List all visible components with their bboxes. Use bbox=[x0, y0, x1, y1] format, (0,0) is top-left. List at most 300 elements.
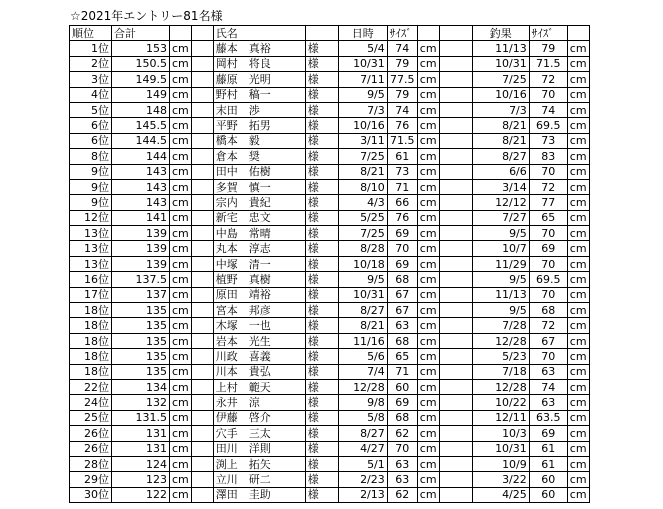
blank-cell bbox=[191, 456, 213, 471]
unit-cell: cm bbox=[567, 102, 589, 117]
unit-cell: cm bbox=[567, 72, 589, 87]
name-cell: 中島 常晴 bbox=[213, 226, 305, 241]
size-cell: 63 bbox=[387, 472, 417, 487]
unit-cell: cm bbox=[417, 195, 439, 210]
catch-size-cell: 60 bbox=[529, 472, 567, 487]
rank-cell: 22位 bbox=[70, 379, 112, 394]
catch-size-cell: 73 bbox=[529, 133, 567, 148]
ranking-table bbox=[69, 25, 590, 503]
unit-cell: cm bbox=[170, 364, 192, 379]
date-cell: 8/27 bbox=[338, 303, 387, 318]
header-blank bbox=[439, 26, 472, 41]
total-cell: 143 bbox=[112, 179, 170, 194]
header-total: 合計 bbox=[112, 26, 170, 41]
blank-cell bbox=[191, 287, 213, 302]
catch-size-cell: 79 bbox=[529, 41, 567, 56]
table-row bbox=[70, 364, 590, 379]
table-row bbox=[70, 441, 590, 456]
size-cell: 63 bbox=[387, 318, 417, 333]
unit-cell: cm bbox=[170, 379, 192, 394]
blank-cell bbox=[439, 87, 472, 102]
catch-date-cell: 10/31 bbox=[472, 56, 529, 71]
date-cell: 9/5 bbox=[338, 87, 387, 102]
size-cell: 71.5 bbox=[387, 133, 417, 148]
table-row bbox=[70, 472, 590, 487]
unit-cell: cm bbox=[417, 149, 439, 164]
total-cell: 135 bbox=[112, 318, 170, 333]
blank-cell bbox=[191, 256, 213, 271]
blank-cell bbox=[439, 195, 472, 210]
catch-date-cell: 9/5 bbox=[472, 303, 529, 318]
catch-size-cell: 70 bbox=[529, 87, 567, 102]
blank-cell bbox=[191, 102, 213, 117]
date-cell: 11/16 bbox=[338, 333, 387, 348]
header-blank bbox=[567, 26, 589, 41]
rank-cell: 16位 bbox=[70, 272, 112, 287]
unit-cell: cm bbox=[417, 164, 439, 179]
total-cell: 137.5 bbox=[112, 272, 170, 287]
date-cell: 3/11 bbox=[338, 133, 387, 148]
unit-cell: cm bbox=[170, 179, 192, 194]
rank-cell: 29位 bbox=[70, 472, 112, 487]
date-cell: 7/25 bbox=[338, 149, 387, 164]
size-cell: 70 bbox=[387, 241, 417, 256]
catch-date-cell: 10/16 bbox=[472, 87, 529, 102]
catch-size-cell: 63 bbox=[529, 395, 567, 410]
blank-cell bbox=[439, 303, 472, 318]
unit-cell: cm bbox=[170, 287, 192, 302]
date-cell: 12/28 bbox=[338, 379, 387, 394]
total-cell: 148 bbox=[112, 102, 170, 117]
unit-cell: cm bbox=[170, 410, 192, 425]
size-cell: 62 bbox=[387, 487, 417, 502]
date-cell: 5/6 bbox=[338, 349, 387, 364]
catch-size-cell: 72 bbox=[529, 72, 567, 87]
table-row bbox=[70, 164, 590, 179]
unit-cell: cm bbox=[567, 164, 589, 179]
table-row bbox=[70, 333, 590, 348]
rank-cell: 6位 bbox=[70, 118, 112, 133]
table-row bbox=[70, 287, 590, 302]
honorific-cell: 様 bbox=[305, 241, 338, 256]
header-size: ｻｲｽﾞ bbox=[387, 26, 417, 41]
date-cell: 10/18 bbox=[338, 256, 387, 271]
unit-cell: cm bbox=[567, 272, 589, 287]
honorific-cell: 様 bbox=[305, 426, 338, 441]
date-cell: 7/3 bbox=[338, 102, 387, 117]
unit-cell: cm bbox=[170, 133, 192, 148]
unit-cell: cm bbox=[417, 272, 439, 287]
blank-cell bbox=[439, 287, 472, 302]
unit-cell: cm bbox=[417, 287, 439, 302]
header-size: ｻｲｽﾞ bbox=[529, 26, 567, 41]
size-cell: 68 bbox=[387, 333, 417, 348]
table-row bbox=[70, 102, 590, 117]
rank-cell: 1位 bbox=[70, 41, 112, 56]
catch-date-cell: 12/28 bbox=[472, 333, 529, 348]
total-cell: 143 bbox=[112, 195, 170, 210]
unit-cell: cm bbox=[567, 487, 589, 502]
rank-cell: 2位 bbox=[70, 56, 112, 71]
unit-cell: cm bbox=[567, 303, 589, 318]
unit-cell: cm bbox=[567, 118, 589, 133]
honorific-cell: 様 bbox=[305, 441, 338, 456]
name-cell: 原田 靖裕 bbox=[213, 287, 305, 302]
total-cell: 135 bbox=[112, 333, 170, 348]
unit-cell: cm bbox=[417, 303, 439, 318]
date-cell: 8/21 bbox=[338, 318, 387, 333]
total-cell: 135 bbox=[112, 349, 170, 364]
blank-cell bbox=[439, 318, 472, 333]
size-cell: 74 bbox=[387, 41, 417, 56]
date-cell: 7/11 bbox=[338, 72, 387, 87]
catch-date-cell: 8/21 bbox=[472, 118, 529, 133]
unit-cell: cm bbox=[567, 441, 589, 456]
blank-cell bbox=[439, 272, 472, 287]
blank-cell bbox=[439, 118, 472, 133]
rank-cell: 3位 bbox=[70, 72, 112, 87]
blank-cell bbox=[191, 149, 213, 164]
unit-cell: cm bbox=[567, 179, 589, 194]
honorific-cell: 様 bbox=[305, 472, 338, 487]
unit-cell: cm bbox=[170, 149, 192, 164]
blank-cell bbox=[191, 272, 213, 287]
blank-cell bbox=[439, 333, 472, 348]
table-row bbox=[70, 195, 590, 210]
unit-cell: cm bbox=[170, 210, 192, 225]
rank-cell: 26位 bbox=[70, 426, 112, 441]
catch-date-cell: 7/18 bbox=[472, 364, 529, 379]
blank-cell bbox=[191, 303, 213, 318]
table-row bbox=[70, 303, 590, 318]
blank-cell bbox=[191, 379, 213, 394]
unit-cell: cm bbox=[417, 179, 439, 194]
header-blank bbox=[417, 26, 439, 41]
unit-cell: cm bbox=[417, 349, 439, 364]
date-cell: 9/5 bbox=[338, 272, 387, 287]
table-row bbox=[70, 149, 590, 164]
blank-cell bbox=[439, 102, 472, 117]
date-cell: 4/3 bbox=[338, 195, 387, 210]
honorific-cell: 様 bbox=[305, 72, 338, 87]
blank-cell bbox=[191, 41, 213, 56]
unit-cell: cm bbox=[170, 56, 192, 71]
catch-size-cell: 70 bbox=[529, 256, 567, 271]
total-cell: 122 bbox=[112, 487, 170, 502]
name-cell: 永井 涼 bbox=[213, 395, 305, 410]
size-cell: 71 bbox=[387, 364, 417, 379]
honorific-cell: 様 bbox=[305, 118, 338, 133]
date-cell: 5/8 bbox=[338, 410, 387, 425]
honorific-cell: 様 bbox=[305, 410, 338, 425]
catch-date-cell: 12/11 bbox=[472, 410, 529, 425]
header-blank bbox=[305, 26, 338, 41]
unit-cell: cm bbox=[567, 149, 589, 164]
blank-cell bbox=[439, 441, 472, 456]
catch-size-cell: 72 bbox=[529, 179, 567, 194]
rank-cell: 18位 bbox=[70, 318, 112, 333]
catch-date-cell: 10/22 bbox=[472, 395, 529, 410]
catch-size-cell: 69.5 bbox=[529, 272, 567, 287]
honorific-cell: 様 bbox=[305, 41, 338, 56]
size-cell: 60 bbox=[387, 379, 417, 394]
total-cell: 124 bbox=[112, 456, 170, 471]
total-cell: 144 bbox=[112, 149, 170, 164]
unit-cell: cm bbox=[170, 118, 192, 133]
table-row bbox=[70, 133, 590, 148]
date-cell: 8/27 bbox=[338, 426, 387, 441]
unit-cell: cm bbox=[170, 102, 192, 117]
blank-cell bbox=[191, 226, 213, 241]
unit-cell: cm bbox=[567, 287, 589, 302]
blank-cell bbox=[191, 164, 213, 179]
honorific-cell: 様 bbox=[305, 395, 338, 410]
table-row bbox=[70, 56, 590, 71]
honorific-cell: 様 bbox=[305, 256, 338, 271]
unit-cell: cm bbox=[170, 164, 192, 179]
total-cell: 139 bbox=[112, 256, 170, 271]
size-cell: 76 bbox=[387, 210, 417, 225]
unit-cell: cm bbox=[417, 379, 439, 394]
catch-size-cell: 69 bbox=[529, 241, 567, 256]
rank-cell: 18位 bbox=[70, 364, 112, 379]
honorific-cell: 様 bbox=[305, 303, 338, 318]
table-body bbox=[70, 41, 590, 503]
catch-date-cell: 7/3 bbox=[472, 102, 529, 117]
total-cell: 135 bbox=[112, 364, 170, 379]
unit-cell: cm bbox=[170, 395, 192, 410]
honorific-cell: 様 bbox=[305, 456, 338, 471]
blank-cell bbox=[439, 72, 472, 87]
total-cell: 131 bbox=[112, 426, 170, 441]
blank-cell bbox=[439, 179, 472, 194]
unit-cell: cm bbox=[567, 41, 589, 56]
header-row bbox=[70, 26, 590, 41]
unit-cell: cm bbox=[567, 87, 589, 102]
rank-cell: 30位 bbox=[70, 487, 112, 502]
unit-cell: cm bbox=[567, 426, 589, 441]
size-cell: 79 bbox=[387, 87, 417, 102]
date-cell: 10/16 bbox=[338, 118, 387, 133]
unit-cell: cm bbox=[417, 456, 439, 471]
rank-cell: 6位 bbox=[70, 133, 112, 148]
unit-cell: cm bbox=[567, 472, 589, 487]
table-row bbox=[70, 426, 590, 441]
unit-cell: cm bbox=[417, 318, 439, 333]
blank-cell bbox=[191, 487, 213, 502]
name-cell: 立川 研二 bbox=[213, 472, 305, 487]
catch-size-cell: 63 bbox=[529, 364, 567, 379]
date-cell: 5/25 bbox=[338, 210, 387, 225]
table-row bbox=[70, 226, 590, 241]
total-cell: 135 bbox=[112, 303, 170, 318]
blank-cell bbox=[191, 133, 213, 148]
unit-cell: cm bbox=[170, 349, 192, 364]
name-cell: 末田 渉 bbox=[213, 102, 305, 117]
name-cell: 川本 貴弘 bbox=[213, 364, 305, 379]
unit-cell: cm bbox=[567, 256, 589, 271]
total-cell: 123 bbox=[112, 472, 170, 487]
unit-cell: cm bbox=[567, 318, 589, 333]
rank-cell: 28位 bbox=[70, 456, 112, 471]
unit-cell: cm bbox=[170, 441, 192, 456]
total-cell: 137 bbox=[112, 287, 170, 302]
blank-cell bbox=[191, 179, 213, 194]
date-cell: 8/28 bbox=[338, 241, 387, 256]
honorific-cell: 様 bbox=[305, 272, 338, 287]
unit-cell: cm bbox=[417, 241, 439, 256]
total-cell: 150.5 bbox=[112, 56, 170, 71]
catch-date-cell: 11/13 bbox=[472, 287, 529, 302]
catch-date-cell: 8/21 bbox=[472, 133, 529, 148]
date-cell: 2/23 bbox=[338, 472, 387, 487]
size-cell: 62 bbox=[387, 426, 417, 441]
size-cell: 76 bbox=[387, 118, 417, 133]
catch-date-cell: 12/12 bbox=[472, 195, 529, 210]
honorific-cell: 様 bbox=[305, 195, 338, 210]
size-cell: 69 bbox=[387, 226, 417, 241]
name-cell: 伊藤 啓介 bbox=[213, 410, 305, 425]
catch-size-cell: 72 bbox=[529, 318, 567, 333]
size-cell: 74 bbox=[387, 102, 417, 117]
catch-date-cell: 7/28 bbox=[472, 318, 529, 333]
table-row bbox=[70, 272, 590, 287]
date-cell: 7/4 bbox=[338, 364, 387, 379]
size-cell: 68 bbox=[387, 410, 417, 425]
blank-cell bbox=[191, 195, 213, 210]
unit-cell: cm bbox=[417, 72, 439, 87]
name-cell: 倉本 奨 bbox=[213, 149, 305, 164]
date-cell: 5/4 bbox=[338, 41, 387, 56]
catch-size-cell: 60 bbox=[529, 487, 567, 502]
date-cell: 8/10 bbox=[338, 179, 387, 194]
total-cell: 139 bbox=[112, 241, 170, 256]
size-cell: 79 bbox=[387, 56, 417, 71]
rank-cell: 8位 bbox=[70, 149, 112, 164]
unit-cell: cm bbox=[417, 333, 439, 348]
honorific-cell: 様 bbox=[305, 133, 338, 148]
rank-cell: 26位 bbox=[70, 441, 112, 456]
honorific-cell: 様 bbox=[305, 149, 338, 164]
name-cell: 丸本 淳志 bbox=[213, 241, 305, 256]
size-cell: 65 bbox=[387, 349, 417, 364]
blank-cell bbox=[191, 349, 213, 364]
unit-cell: cm bbox=[417, 364, 439, 379]
name-cell: 渕上 拓矢 bbox=[213, 456, 305, 471]
table-row bbox=[70, 72, 590, 87]
header-blank bbox=[170, 26, 192, 41]
honorific-cell: 様 bbox=[305, 164, 338, 179]
date-cell: 9/8 bbox=[338, 395, 387, 410]
total-cell: 149 bbox=[112, 87, 170, 102]
rank-cell: 4位 bbox=[70, 87, 112, 102]
table-row bbox=[70, 349, 590, 364]
unit-cell: cm bbox=[417, 226, 439, 241]
table-row bbox=[70, 379, 590, 394]
name-cell: 穴手 三太 bbox=[213, 426, 305, 441]
honorific-cell: 様 bbox=[305, 349, 338, 364]
catch-date-cell: 6/6 bbox=[472, 164, 529, 179]
total-cell: 149.5 bbox=[112, 72, 170, 87]
unit-cell: cm bbox=[170, 272, 192, 287]
blank-cell bbox=[191, 56, 213, 71]
catch-size-cell: 65 bbox=[529, 210, 567, 225]
name-cell: 田川 洋則 bbox=[213, 441, 305, 456]
unit-cell: cm bbox=[567, 56, 589, 71]
blank-cell bbox=[191, 118, 213, 133]
header-blank bbox=[191, 26, 213, 41]
rank-cell: 9位 bbox=[70, 164, 112, 179]
total-cell: 131.5 bbox=[112, 410, 170, 425]
blank-cell bbox=[191, 364, 213, 379]
catch-size-cell: 63.5 bbox=[529, 410, 567, 425]
header-catch: 釣果 bbox=[472, 26, 529, 41]
unit-cell: cm bbox=[417, 487, 439, 502]
rank-cell: 18位 bbox=[70, 333, 112, 348]
table-row bbox=[70, 410, 590, 425]
name-cell: 田中 佑樹 bbox=[213, 164, 305, 179]
honorific-cell: 様 bbox=[305, 487, 338, 502]
blank-cell bbox=[439, 410, 472, 425]
blank-cell bbox=[191, 72, 213, 87]
table-row bbox=[70, 179, 590, 194]
total-cell: 132 bbox=[112, 395, 170, 410]
blank-cell bbox=[191, 410, 213, 425]
catch-date-cell: 12/28 bbox=[472, 379, 529, 394]
catch-size-cell: 83 bbox=[529, 149, 567, 164]
catch-size-cell: 70 bbox=[529, 164, 567, 179]
blank-cell bbox=[191, 395, 213, 410]
total-cell: 144.5 bbox=[112, 133, 170, 148]
blank-cell bbox=[439, 349, 472, 364]
catch-size-cell: 74 bbox=[529, 102, 567, 117]
blank-cell bbox=[191, 441, 213, 456]
total-cell: 134 bbox=[112, 379, 170, 394]
blank-cell bbox=[439, 56, 472, 71]
unit-cell: cm bbox=[567, 456, 589, 471]
name-cell: 植野 真樹 bbox=[213, 272, 305, 287]
rank-cell: 5位 bbox=[70, 102, 112, 117]
unit-cell: cm bbox=[170, 41, 192, 56]
catch-size-cell: 70 bbox=[529, 349, 567, 364]
catch-size-cell: 77 bbox=[529, 195, 567, 210]
unit-cell: cm bbox=[417, 256, 439, 271]
honorific-cell: 様 bbox=[305, 379, 338, 394]
honorific-cell: 様 bbox=[305, 56, 338, 71]
size-cell: 67 bbox=[387, 303, 417, 318]
rank-cell: 18位 bbox=[70, 303, 112, 318]
total-cell: 139 bbox=[112, 226, 170, 241]
blank-cell bbox=[191, 333, 213, 348]
unit-cell: cm bbox=[170, 472, 192, 487]
table-row bbox=[70, 241, 590, 256]
blank-cell bbox=[439, 487, 472, 502]
blank-cell bbox=[439, 379, 472, 394]
catch-date-cell: 10/7 bbox=[472, 241, 529, 256]
date-cell: 2/13 bbox=[338, 487, 387, 502]
blank-cell bbox=[439, 226, 472, 241]
blank-cell bbox=[439, 241, 472, 256]
table-row bbox=[70, 118, 590, 133]
name-cell: 宗内 貴紀 bbox=[213, 195, 305, 210]
catch-date-cell: 9/5 bbox=[472, 272, 529, 287]
unit-cell: cm bbox=[567, 210, 589, 225]
table-row bbox=[70, 395, 590, 410]
catch-date-cell: 7/25 bbox=[472, 72, 529, 87]
blank-cell bbox=[191, 87, 213, 102]
name-cell: 木塚 一也 bbox=[213, 318, 305, 333]
blank-cell bbox=[191, 472, 213, 487]
